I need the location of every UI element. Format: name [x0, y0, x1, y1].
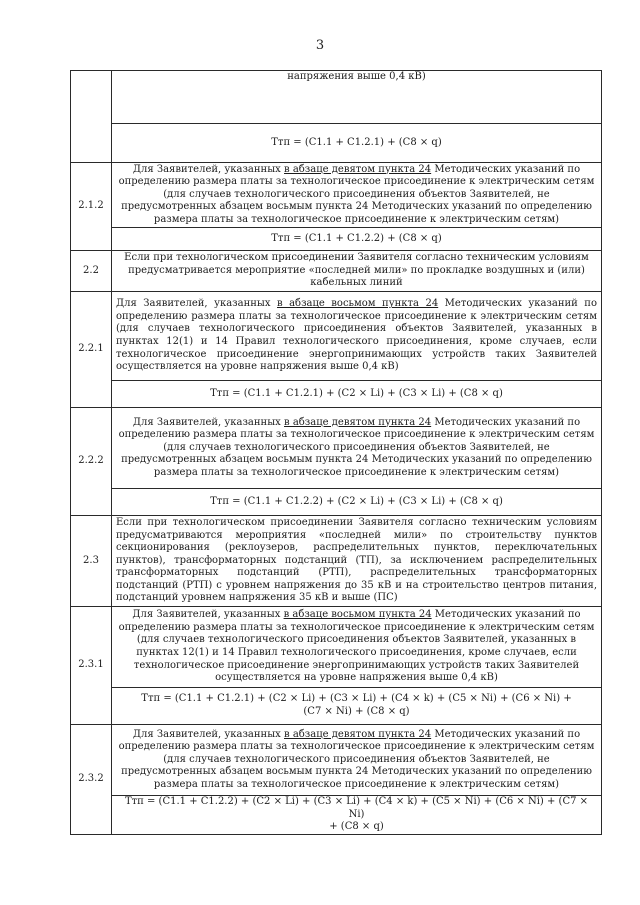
table-row	[71, 124, 602, 163]
row-formula: Tтп = (C1.1 + C1.2.2) + (C2 × Li) + (C3 × Li) + (C4 × k) + (C5 × Ni) + (C6 × Ni) + (C7 × Ni) + (C8 × q)	[112, 796, 602, 835]
table-row	[71, 381, 602, 408]
row-formula: Tтп = (C1.1 + C1.2.2) + (C8 × q)	[112, 228, 602, 251]
row-description: Для Заявителей, указанных в абзаце восьмом пункта 24 Методических указаний по определению размера платы за технологическое присоединение к электрическим сетям (для случаев технологического присоединения объектов Заявителей, указанных в пунктах 12(1) и 14 Правил технологического присоединения, кроме случаев, если технологическое присоединение энергопринимающих устройств таких Заявителей осуществляется на уровне напряжения выше 0,4 кВ)	[112, 607, 602, 688]
table-row	[71, 516, 602, 607]
tariff-formula-table	[70, 70, 602, 835]
reference-link: в абзаце восьмом пункта 24	[277, 298, 439, 310]
row-number: 2.1.2	[71, 163, 112, 251]
row-formula: Tтп = (C1.1 + C1.2.1) + (C2 × Li) + (C3 × Li) + (C8 × q)	[112, 381, 602, 408]
table-row	[71, 163, 602, 228]
row-number: 2.2	[71, 251, 112, 292]
table-row	[71, 725, 602, 796]
row-description: напряжения выше 0,4 кВ)	[112, 71, 602, 124]
row-description: Для Заявителей, указанных в абзаце девятом пункта 24 Методических указаний по определению размера платы за технологическое присоединение к электрическим сетям (для случаев технологического присоединения объектов Заявителей, не предусмотренных абзацем восьмым пункта 24 Методических указаний по определению размера платы за технологическое присоединение к электрическим сетям)	[112, 725, 602, 796]
row-number: 2.3.1	[71, 607, 112, 725]
row-description: Если при технологическом присоединении Заявителя согласно техническим условиям предусматриваются мероприятия «последней мили» по строительству пунктов секционирования (реклоузеров, распределительных пунктов, переключательных пунктов), трансформаторных подстанций (ТП), за исключением распределительных трансформаторных подстанций (РТП), распределительных трансформаторных подстанций (РТП) с уровнем напряжения до 35 кВ и на строительство центров питания, подстанций уровнем напряжения 35 кВ и выше (ПС)	[112, 516, 602, 607]
table-row	[71, 489, 602, 516]
table-row	[71, 607, 602, 688]
table-row	[71, 71, 602, 124]
row-number: 2.3	[71, 516, 112, 607]
table-row	[71, 251, 602, 292]
table-row	[71, 292, 602, 381]
row-description: Если при технологическом присоединении Заявителя согласно техническим условиям предусматривается мероприятие «последней мили» по прокладке воздушных и (или) кабельных линий	[112, 251, 602, 292]
table-row	[71, 408, 602, 489]
table-row	[71, 688, 602, 725]
table-row	[71, 228, 602, 251]
reference-link: в абзаце девятом пункта 24	[284, 163, 432, 175]
reference-link: в абзаце девятом пункта 24	[284, 728, 432, 740]
reference-link: в абзаце восьмом пункта 24	[283, 609, 432, 621]
row-number: 2.2.1	[71, 292, 112, 408]
table-row	[71, 796, 602, 835]
row-formula: Tтп = (C1.1 + C1.2.1) + (C2 × Li) + (C3 × Li) + (C4 × k) + (C5 × Ni) + (C6 × Ni) + (C7 × Ni) + (C8 × q)	[112, 688, 602, 725]
row-number: 2.2.2	[71, 408, 112, 516]
row-formula: Tтп = (C1.1 + C1.2.2) + (C2 × Li) + (C3 × Li) + (C8 × q)	[112, 489, 602, 516]
row-number	[71, 71, 112, 163]
row-description: Для Заявителей, указанных в абзаце девятом пункта 24 Методических указаний по определению размера платы за технологическое присоединение к электрическим сетям (для случаев технологического присоединения объектов Заявителей, не предусмотренных абзацем восьмым пункта 24 Методических указаний по определению размера платы за технологическое присоединение к электрическим сетям)	[112, 408, 602, 489]
reference-link: в абзаце девятом пункта 24	[284, 416, 432, 428]
row-description: Для Заявителей, указанных в абзаце восьмом пункта 24 Методических указаний по определению размера платы за технологическое присоединение к электрическим сетям (для случаев технологического присоединения объектов Заявителей, указанных в пунктах 12(1) и 14 Правил технологического присоединения, кроме случаев, если технологическое присоединение энергопринимающих устройств таких Заявителей осуществляется на уровне напряжения выше 0,4 кВ)	[112, 292, 602, 381]
row-formula: Tтп = (C1.1 + C1.2.1) + (C8 × q)	[112, 124, 602, 163]
row-description: Для Заявителей, указанных в абзаце девятом пункта 24 Методических указаний по определению размера платы за технологическое присоединение к электрическим сетям (для случаев технологического присоединения объектов Заявителей, не предусмотренных абзацем восьмым пункта 24 Методических указаний по определению размера платы за технологическое присоединение к электрическим сетям)	[112, 163, 602, 228]
row-number: 2.3.2	[71, 725, 112, 835]
page-number: 3	[315, 38, 325, 53]
